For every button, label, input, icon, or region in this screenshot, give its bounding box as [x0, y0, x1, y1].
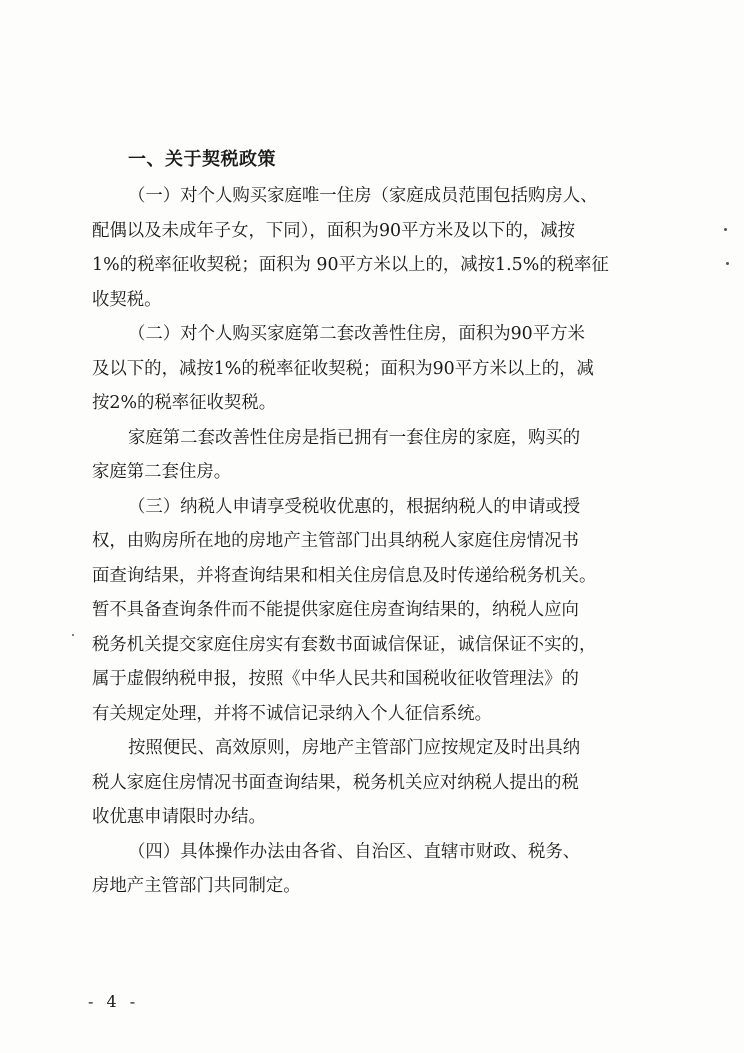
text-line: 按2%的税率征收契税。 — [92, 393, 277, 413]
text-line: （一）对个人购买家庭唯一住房（家庭成员范围包括购房人、 — [128, 186, 598, 206]
text-line: 税人家庭住房情况书面查询结果，税务机关应对纳税人提出的税 — [92, 772, 579, 793]
paragraph-application-procedure — [92, 490, 652, 732]
scan-speck — [724, 228, 727, 231]
paragraph-efficiency-principle — [92, 731, 652, 835]
text-line: 及以下的，减按1%的税率征收契税；面积为90平方米以上的，减 — [92, 358, 594, 379]
text-line: 权，由购房所在地的房地产主管部门出具纳税人家庭住房情况书 — [92, 531, 579, 551]
text-line: 配偶以及未成年子女，下同），面积为90平方米及以下的，减按 — [92, 220, 575, 241]
text-line: 属于虚假纳税申报，按照《中华人民共和国税收征收管理法》的 — [92, 669, 579, 689]
text-line: 面查询结果，并将查询结果和相关住房信息及时传递给税务机关。 — [92, 565, 597, 586]
text-line: 有关规定处理，并将不诚信记录纳入个人征信系统。 — [92, 703, 492, 724]
text-line: 家庭第二套改善性住房是指已拥有一套住房的家庭，购买的 — [128, 427, 581, 448]
text-line: 税务机关提交家庭住房实有套数书面诚信保证，诚信保证不实的， — [92, 634, 597, 655]
text-line: （三）纳税人申请享受税收优惠的，根据纳税人的申请或授 — [128, 496, 581, 517]
text-line: 收契税。 — [92, 289, 162, 310]
section-heading: 一、关于契税政策 — [128, 149, 276, 170]
text-line: （二）对个人购买家庭第二套改善性住房，面积为90平方米 — [128, 324, 585, 344]
paragraph-deed-tax-first-home — [92, 179, 652, 317]
paragraph-implementation — [92, 835, 652, 904]
text-line: 家庭第二套住房。 — [92, 462, 232, 482]
text-line: 收优惠申请限时办结。 — [92, 807, 266, 827]
scan-speck — [72, 634, 74, 636]
page-number: - 4 - — [88, 992, 140, 1011]
text-line: 暂不具备查询条件而不能提供家庭住房查询结果的，纳税人应向 — [92, 600, 579, 620]
scan-speck — [726, 262, 729, 265]
text-line: （四）具体操作办法由各省、自治区、直辖市财政、税务、 — [128, 841, 581, 862]
text-line: 按照便民、高效原则，房地产主管部门应按规定及时出具纳 — [128, 738, 581, 758]
document-body — [92, 143, 652, 904]
text-line: 1%的税率征收契税；面积为 90平方米以上的，减按1.5%的税率征 — [92, 255, 609, 275]
text-line: 房地产主管部门共同制定。 — [92, 876, 301, 896]
paragraph-second-home-definition — [92, 421, 652, 490]
paragraph-deed-tax-second-home — [92, 317, 652, 421]
